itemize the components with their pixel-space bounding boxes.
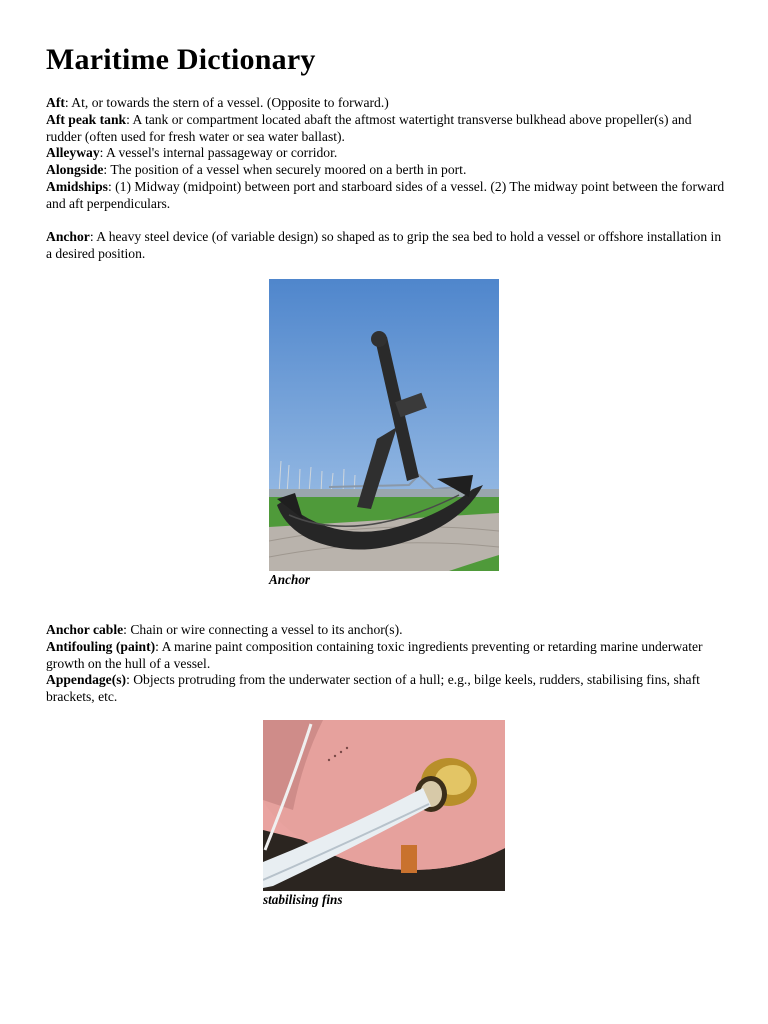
entry-term: Anchor cable [46,622,124,637]
entry-definition: : A heavy steel device (of variable design) so shaped as to grip the sea bed to hold a vessel or offshore installation in a desired position. [46,229,722,262]
entry-definition: : Objects protruding from the underwater section of a hull; e.g., bilge keels, rudders, stabilising fins, shaft brackets, etc. [46,672,700,705]
entry-term: Alongside [46,162,104,178]
entry-definition: : Chain or wire connecting a vessel to its anchor(s). [123,622,403,637]
entry-term: Antifouling (paint) [46,638,156,654]
entry-definition: : A tank or compartment located abaft the aftmost watertight transverse bulkhead above propeller(s) and rudder (often used for fresh water or sea water ballast). [46,111,692,144]
entry-aft-peak-tank [46,112,726,146]
entry-term: Anchor [46,229,90,245]
entry-definition: : A vessel's internal passageway or corridor. [99,145,338,161]
entry-alleyway [46,145,726,162]
page-title: Maritime Dictionary [46,43,316,76]
entry-antifouling [46,639,726,673]
entry-definition: : The position of a vessel when securely moored on a berth in port. [103,162,467,178]
entry-term: Aft peak tank [46,111,127,127]
entry-amidships [46,179,726,213]
entry-term: Amidships [46,178,108,194]
entries-block-2 [46,622,726,706]
stabilising-fin-photo-icon [263,720,505,891]
entry-aft [46,95,726,112]
anchor-caption: Anchor [269,572,311,587]
entry-definition: : (1) Midway (midpoint) between port and starboard sides of a vessel. (2) The midway point between the forward and aft perpendiculars. [46,178,725,211]
entry-definition: : At, or towards the stern of a vessel. (Opposite to forward.) [64,95,389,110]
entry-appendages [46,672,726,706]
anchor-photo-icon [269,279,499,571]
entry-anchor [46,229,726,263]
entries-block-1 [46,95,726,263]
entry-term: Alleyway [46,145,100,161]
entry-definition: : A marine paint composition containing toxic ingredients preventing or retarding marine underwater growth on the hull of a vessel. [46,638,703,671]
stabilising-fins-caption: stabilising fins [263,892,343,907]
entry-alongside [46,162,726,179]
entry-term: Aft [46,95,65,110]
entry-anchor-cable [46,622,726,639]
entry-term: Appendage(s) [46,672,127,688]
